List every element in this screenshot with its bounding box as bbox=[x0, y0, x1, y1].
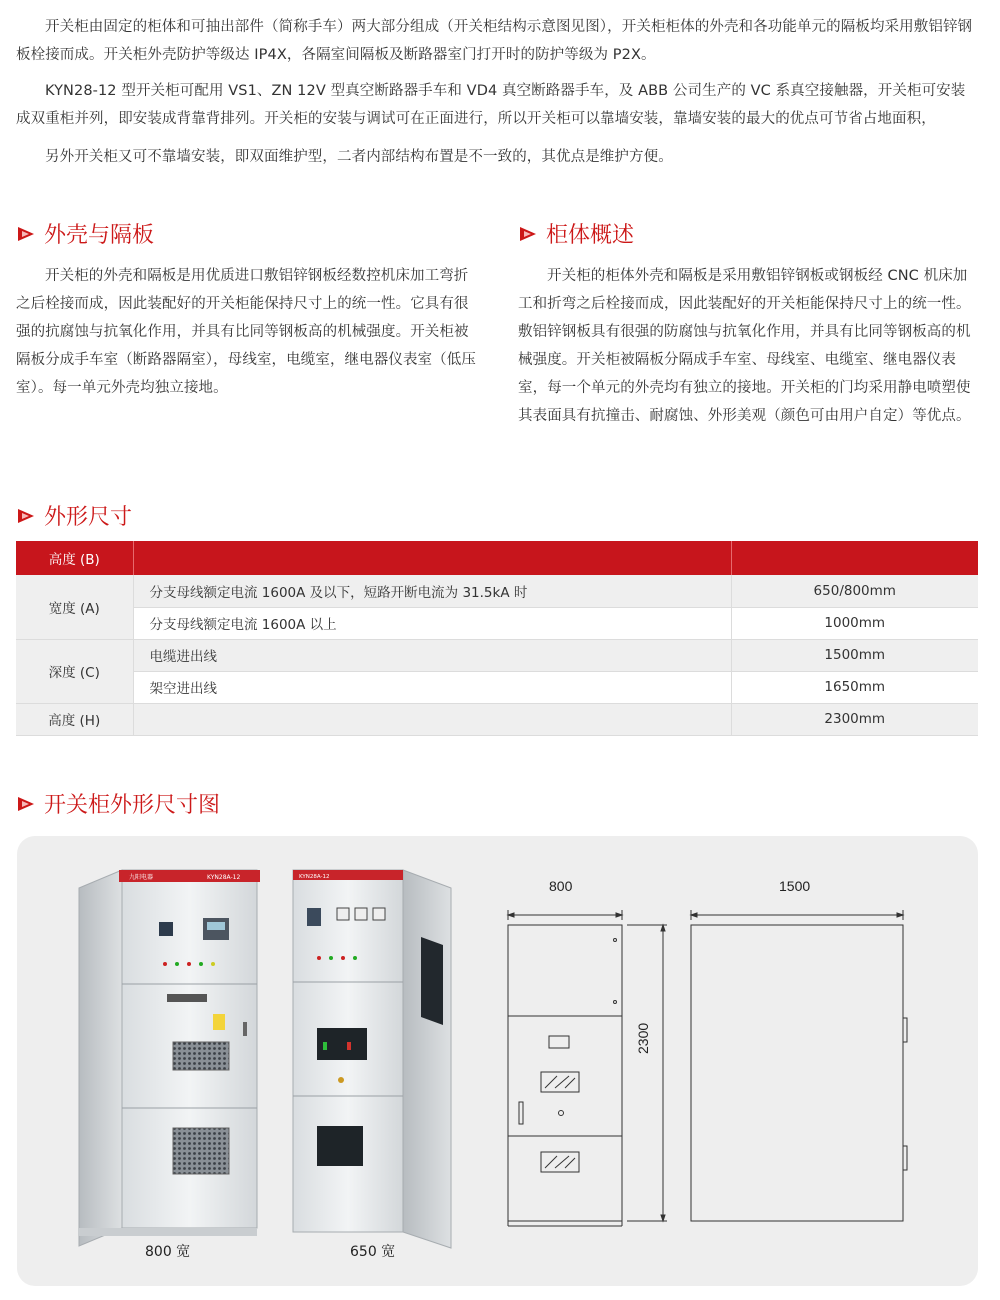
section-title-text: 外壳与隔板 bbox=[44, 223, 155, 248]
table-row bbox=[16, 607, 978, 639]
row-value: 1650mm bbox=[731, 671, 978, 703]
cabinet-model-label: KYN28A-12 bbox=[299, 874, 330, 880]
table-header-cell bbox=[731, 541, 978, 575]
arrow-bullet-icon bbox=[16, 506, 36, 526]
row-description: 分支母线额定电流 1600A 及以下，短路开断电流为 31.5kA 时 bbox=[133, 575, 731, 607]
section-title-text: 外形尺寸 bbox=[44, 505, 133, 530]
section-title-body bbox=[518, 218, 634, 249]
cabinet-photo-800 bbox=[79, 870, 260, 1246]
row-label: 深度 (C) bbox=[16, 639, 133, 703]
row-label: 高度 (H) bbox=[16, 703, 133, 735]
table-row bbox=[16, 639, 978, 671]
photo-caption-650: 650 宽 bbox=[350, 1244, 396, 1260]
drawing-panel bbox=[17, 836, 978, 1286]
row-value: 1000mm bbox=[731, 607, 978, 639]
arrow-bullet-icon bbox=[16, 794, 36, 814]
table-header-row bbox=[16, 541, 978, 575]
side-view-drawing bbox=[691, 910, 907, 1221]
height-label: 2300 bbox=[635, 1022, 651, 1054]
dimension-table bbox=[16, 541, 978, 736]
row-description bbox=[133, 703, 731, 735]
drawings-svg bbox=[17, 836, 978, 1286]
photo-caption-800: 800 宽 bbox=[145, 1244, 191, 1260]
intro-paragraph-2: KYN28-12 型开关柜可配用 VS1、ZN 12V 型真空断路器手车和 VD4 真空断路器手车，及 ABB 公司生产的 VC 系真空接触器，开关柜可安装成双重柜并列，即安装成背靠背排列。开关柜的安装与调试可在正面进行，所以开关柜可以靠墙安装，靠墙安装的最大的优点可节省占地面积， bbox=[16, 83, 966, 127]
row-description: 架空进出线 bbox=[133, 671, 731, 703]
row-label: 宽度 (A) bbox=[16, 575, 133, 639]
row-description: 电缆进出线 bbox=[133, 639, 731, 671]
cabinet-model-label: KYN28A-12 bbox=[207, 874, 241, 881]
cabinet-photo-650 bbox=[293, 870, 451, 1248]
shell-text: 开关柜的外壳和隔板是用优质进口敷铝锌钢板经数控机床加工弯折之后栓接而成，因此装配好的开关柜能保持尺寸上的统一性。它具有很强的抗腐蚀与抗氧化作用，并具有比同等钢板高的机械强度。开关柜被隔板分成手车室（断路器隔室），母线室，电缆室，继电器仪表室（低压室）。每一单元外壳均独立接地。 bbox=[16, 268, 476, 396]
arrow-bullet-icon bbox=[16, 224, 36, 244]
row-value: 2300mm bbox=[731, 703, 978, 735]
side-depth-label: 1500 bbox=[779, 878, 811, 894]
arrow-bullet-icon bbox=[518, 224, 538, 244]
table-header-cell: 高度 (B) bbox=[16, 541, 133, 575]
section-title-text: 柜体概述 bbox=[546, 223, 635, 248]
body-text: 开关柜的柜体外壳和隔板是采用敷铝锌钢板或钢板经 CNC 机床加工和折弯之后栓接而成，因此装配好的开关柜能保持尺寸上的统一性。敷铝锌钢板具有很强的防腐蚀与抗氧化作用，并具有比同等钢板高的机械强度。开关柜被隔板分隔成手车室、母线室、电缆室、继电器仪表室，每一个单元的外壳均有独立的接地。开关柜的门均采用静电喷塑使其表面具有抗撞击、耐腐蚀、外形美观（颜色可由用户自定）等优点。 bbox=[518, 268, 971, 424]
section-title-dims bbox=[16, 500, 132, 531]
front-view-drawing bbox=[508, 910, 667, 1226]
intro-paragraph-3: 另外开关柜又可不靠墙安装，即双面维护型，二者内部结构布置是不一致的，其优点是维护方便。 bbox=[45, 149, 673, 165]
section-title-shell bbox=[16, 218, 154, 249]
table-row bbox=[16, 575, 978, 607]
cabinet-brand-label: 九阳电器 bbox=[129, 874, 154, 881]
section-title-text: 开关柜外形尺寸图 bbox=[44, 793, 221, 818]
table-row bbox=[16, 703, 978, 735]
table-row bbox=[16, 671, 978, 703]
section-title-drawing bbox=[16, 788, 220, 819]
table-header-cell bbox=[133, 541, 731, 575]
front-width-label: 800 bbox=[549, 878, 573, 894]
row-value: 1500mm bbox=[731, 639, 978, 671]
row-value: 650/800mm bbox=[731, 575, 978, 607]
row-description: 分支母线额定电流 1600A 以上 bbox=[133, 607, 731, 639]
intro-paragraph-1: 开关柜由固定的柜体和可抽出部件（简称手车）两大部分组成（开关柜结构示意图见图），开关柜柜体的外壳和各功能单元的隔板均采用敷铝锌钢板栓接而成。开关柜外壳防护等级达 IP4X，各隔室间隔板及断路器室门打开时的防护等级为 P2X。 bbox=[16, 19, 973, 63]
